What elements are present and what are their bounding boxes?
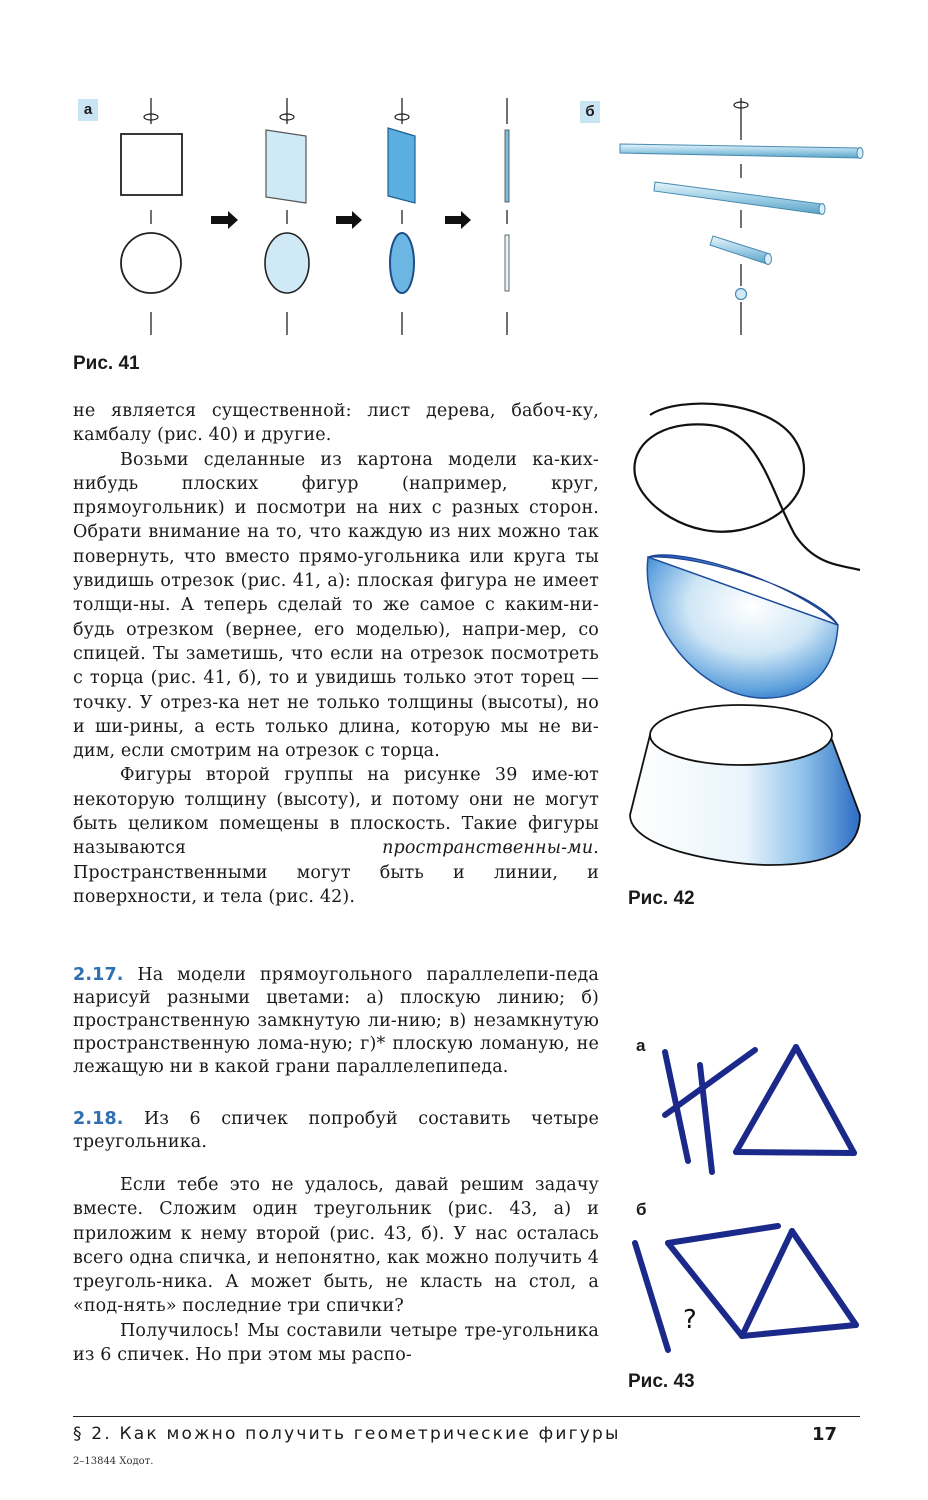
- match-a3: [665, 1050, 755, 1115]
- figure-43-illustration: [620, 1030, 880, 1370]
- task-2-17-text: На модели прямоугольного параллелепи-педа нарисуй разными цветами: а) плоскую линию; б) пространственную замкнутую ли-нию; в) незамкнутую пространственную лома-ную; г)* плоскую ломаную, не лежащую ни в какой грани параллелепипеда.: [73, 965, 599, 1077]
- task-2-18-text: Из 6 спичек попробуй составить четыре треугольника.: [73, 1109, 599, 1152]
- solution-text-block: [73, 1173, 599, 1367]
- footer-rule: [73, 1416, 860, 1417]
- fig41-label-b: б: [580, 101, 600, 123]
- match-a6: [736, 1152, 854, 1153]
- task-2-17-number: 2.17.: [73, 965, 124, 985]
- paragraph-4: Если тебе это не удалось, давай решим задачу вместе. Сложим один треугольник (рис. 43, а) и приложим к нему второй (рис. 43, б). У нас осталась всего одна спичка, и непонятно, как можно получить 4 треуголь-ника. А может быть, не класть на стол, а «под-нять» последние три спички?: [73, 1175, 599, 1317]
- circle-shape: [121, 233, 181, 293]
- fig42-caption: Рис. 42: [628, 888, 695, 909]
- bowl-shape: [647, 555, 838, 698]
- match-b5: [792, 1231, 856, 1325]
- fig41-caption: Рис. 41: [73, 353, 140, 374]
- fig43-label-a: а: [636, 1036, 646, 1055]
- task-2-18-number: 2.18.: [73, 1109, 124, 1129]
- knot-curve: [634, 404, 860, 570]
- figure-42-illustration: [620, 395, 870, 875]
- match-a4: [736, 1047, 796, 1152]
- paragraph-3: [73, 763, 599, 909]
- figure-41-illustration: [0, 90, 928, 345]
- paragraph-5: Получилось! Мы составили четыре тре-угольника из 6 спичек. Но при этом мы распо-: [73, 1320, 599, 1366]
- match-b6: [742, 1325, 856, 1336]
- page-number: 17: [812, 1424, 838, 1445]
- paragraph-1: не является существенной: лист дерева, бабоч-ку, камбалу (рис. 40) и другие.: [73, 401, 599, 446]
- body-text-block: [73, 399, 599, 909]
- term-spatial: пространственны-ми: [382, 838, 594, 859]
- paragraph-3-start: Фигуры второй группы на рисунке 39 име-ют некоторую толщину (высоту), и потому они не могут быть целиком помещены в плоскость. Такие фигуры называются: [73, 765, 599, 859]
- fig43-label-b: б: [636, 1200, 647, 1219]
- match-b3: [668, 1243, 742, 1336]
- match-b2: [668, 1226, 778, 1243]
- truncated-cone-shape: [630, 705, 860, 865]
- match-b1: [635, 1243, 668, 1350]
- footer-section-title: § 2. Как можно получить геометрические фигуры: [73, 1424, 621, 1444]
- printer-imprint: 2–13844 Ходот.: [73, 1456, 154, 1467]
- match-b4: [742, 1231, 792, 1336]
- paragraph-3-end: . Пространственными могут быть и линии, и поверхности, и тела (рис. 42).: [73, 838, 599, 907]
- match-a5: [796, 1047, 854, 1153]
- fig43-caption: Рис. 43: [628, 1371, 695, 1392]
- fig41-label-a: а: [78, 99, 98, 121]
- question-mark: ?: [683, 1305, 697, 1335]
- task-2-17: [73, 964, 599, 1079]
- paragraph-2: Возьми сделанные из картона модели ка-ких-нибудь плоских фигур (например, круг, прямоугольник) и посмотри на них с разных сторон. Обрати внимание на то, что каждую из них можно так повернуть, что вместо прямо-угольника или круга ты увидишь отрезок (рис. 41, а): плоская фигура не имеет толщи-ны. А теперь сделай то же самое с каким-ни-будь отрезком (вернее, его моделью), напри-мер, со спицей. Ты заметишь, что если на отрезок посмотреть с торца (рис. 41, б), то и увидишь только этот торец — точку. У отрез-ка нет не только толщины (высоты), но и ши-рины, а есть только длина, которую мы не ви-дим, если смотрим на отрезок с торца.: [73, 449, 599, 762]
- square-shape: [121, 134, 182, 195]
- task-2-18: [73, 1108, 599, 1154]
